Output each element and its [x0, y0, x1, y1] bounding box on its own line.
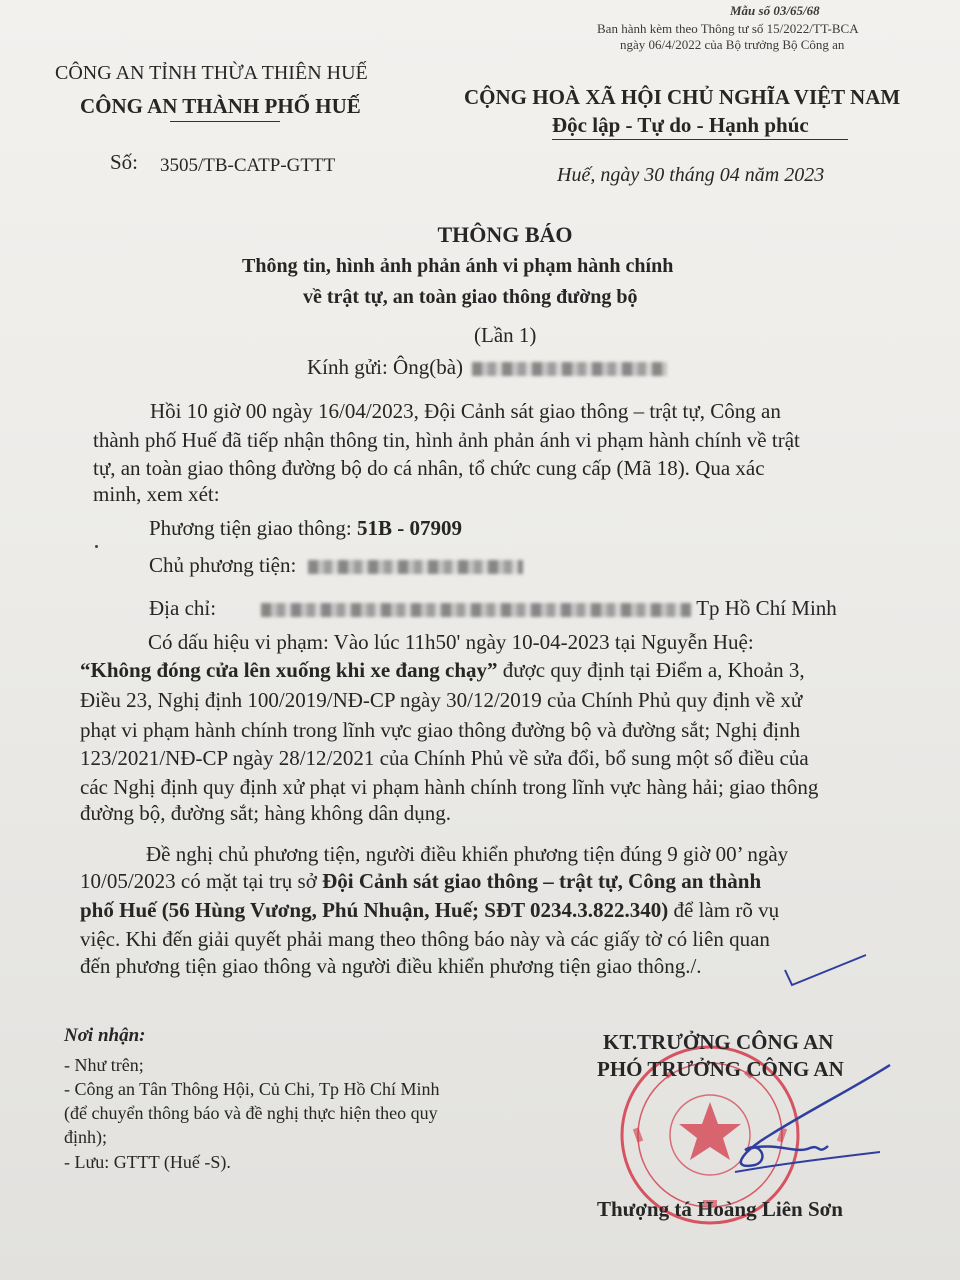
vehicle-plate-row — [149, 516, 462, 541]
violation-line: phạt vi phạm hành chính trong lĩnh vực giao thông đường bộ và đường sắt; Nghị định — [80, 718, 801, 742]
signature-title-1: KT.TRƯỞNG CÔNG AN — [603, 1030, 834, 1054]
agency-underline — [170, 121, 280, 122]
margin-dot — [95, 545, 98, 548]
vehicle-owner-label: Chủ phương tiện: — [149, 553, 297, 577]
request-line: đến phương tiện giao thông và người điều khiển phương tiện giao thông./. — [80, 954, 702, 978]
recipient-label: Kính gửi: Ông(bà) — [307, 355, 464, 379]
violation-line: đường bộ, đường sắt; hàng không dân dụng. — [80, 801, 452, 825]
recipient-item: định); — [64, 1127, 107, 1147]
agency-name: CÔNG AN THÀNH PHỐ HUẾ — [80, 94, 361, 118]
violation-line: 123/2021/NĐ-CP ngày 28/12/2021 của Chính Phủ về sửa đổi, bổ sung một số điều của — [80, 746, 809, 770]
signer-name: Thượng tá Hoàng Liên Sơn — [597, 1197, 843, 1221]
request-line — [80, 898, 779, 923]
violation-reference: được quy định tại Điểm a, Khoản 3, — [502, 658, 805, 682]
vehicle-address-label: Địa chỉ: — [149, 596, 217, 620]
redacted-recipient-name — [472, 362, 667, 376]
document-number: 3505/TB-CATP-GTTT — [160, 155, 336, 176]
vehicle-owner-row — [149, 553, 523, 578]
pen-mark — [780, 945, 870, 990]
request-office-address: phố Huế (56 Hùng Vương, Phú Nhuận, Huế; SĐT 0234.3.822.340) — [80, 898, 669, 922]
nation-motto: Độc lập - Tự do - Hạnh phúc — [552, 113, 809, 137]
document-number-label: Số: — [110, 150, 139, 174]
request-line: Đề nghị chủ phương tiện, người điều khiển phương tiện đúng 9 giờ 00’ ngày — [146, 842, 789, 866]
violation-line: Điều 23, Nghị định 100/2019/NĐ-CP ngày 30/12/2019 của Chính Phủ quy định về xử — [80, 688, 803, 712]
redacted-owner-name — [308, 560, 523, 574]
agency-parent: CÔNG AN TỈNH THỪA THIÊN HUẾ — [55, 62, 368, 84]
vehicle-plate-value: 51B - 07909 — [356, 516, 462, 540]
form-issued-date: ngày 06/4/2022 của Bộ trưởng Bộ Công an — [620, 37, 845, 52]
signature-title-2: PHÓ TRƯỞNG CÔNG AN — [597, 1057, 844, 1081]
intro-line: minh, xem xét: — [93, 482, 220, 506]
nation-title: CỘNG HOÀ XÃ HỘI CHỦ NGHĨA VIỆT NAM — [464, 85, 901, 109]
notice-subtitle-1: Thông tin, hình ảnh phản ánh vi phạm hành chính — [242, 255, 674, 277]
recipient-item: - Công an Tân Thông Hội, Củ Chi, Tp Hồ Chí Minh — [64, 1079, 440, 1099]
violation-line: Có dấu hiệu vi phạm: Vào lúc 11h50' ngày 10-04-2023 tại Nguyễn Huệ: — [148, 630, 754, 654]
vehicle-address-row — [149, 596, 837, 621]
recipient-item: - Lưu: GTTT (Huế -S). — [64, 1152, 231, 1172]
intro-line: tự, an toàn giao thông đường bộ do cá nhân, tổ chức cung cấp (Mã 18). Qua xác — [93, 456, 765, 480]
intro-line: thành phố Huế đã tiếp nhận thông tin, hình ảnh phản ánh vi phạm hành chính về trật — [93, 428, 800, 452]
request-date: 10/05/2023 có mặt tại trụ sở — [80, 869, 317, 893]
redacted-address — [261, 603, 691, 617]
recipient-line — [307, 355, 667, 380]
notice-title: THÔNG BÁO — [437, 222, 573, 247]
notice-round: (Lần 1) — [474, 323, 537, 347]
handwritten-signature — [700, 1060, 900, 1180]
form-number: Mẫu số 03/65/68 — [730, 3, 820, 18]
request-office: Đội Cảnh sát giao thông – trật tự, Công an thành — [322, 869, 762, 893]
intro-line: Hồi 10 giờ 00 ngày 16/04/2023, Đội Cảnh sát giao thông – trật tự, Công an — [150, 399, 781, 423]
violation-line-quote — [80, 658, 805, 683]
vehicle-address-city: Tp Hồ Chí Minh — [696, 596, 837, 620]
recipients-title: Nơi nhận: — [64, 1025, 146, 1046]
request-purpose: để làm rõ vụ — [673, 898, 780, 922]
recipient-item: - Như trên; — [64, 1055, 144, 1075]
request-line: việc. Khi đến giải quyết phải mang theo thông báo này và các giấy tờ có liên quan — [80, 927, 770, 951]
notice-subtitle-2: về trật tự, an toàn giao thông đường bộ — [303, 286, 638, 308]
recipient-item: (để chuyển thông báo và đề nghị thực hiện theo quy — [64, 1103, 438, 1123]
request-line — [80, 869, 761, 894]
place-date: Huế, ngày 30 tháng 04 năm 2023 — [557, 164, 825, 186]
vehicle-plate-label: Phương tiện giao thông: — [149, 516, 352, 540]
violation-quote: “Không đóng cửa lên xuống khi xe đang chạy” — [80, 658, 498, 682]
motto-underline — [552, 139, 848, 140]
form-issued-with: Ban hành kèm theo Thông tư số 15/2022/TT-BCA — [597, 21, 859, 36]
violation-line: các Nghị định quy định xử phạt vi phạm hành chính trong lĩnh vực hàng hải; giao thông — [80, 775, 819, 799]
